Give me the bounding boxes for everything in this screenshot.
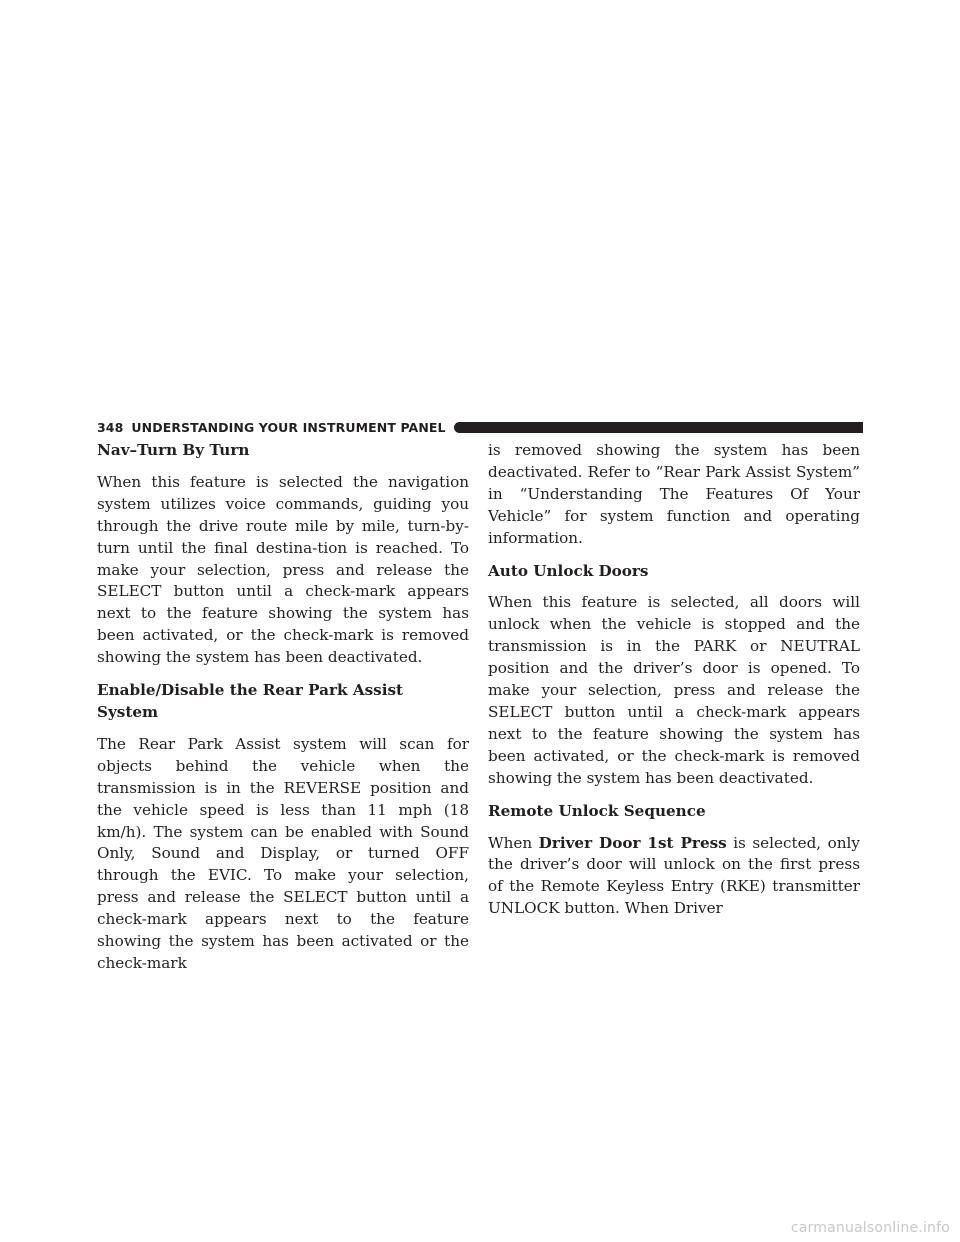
- paragraph-rear-park-assist-continued: is removed showing the system has been deactivated. Refer to “Rear Park Assist System” in “Understanding The Features Of Your Vehicle” for system function and operating information.: [488, 441, 860, 547]
- page-header: [97, 419, 863, 435]
- watermark: carmanualsonline.info: [790, 1220, 950, 1236]
- heading-remote-unlock-sequence: Remote Unlock Sequence: [488, 801, 706, 820]
- paragraph-auto-unlock-doors: When this feature is selected, all doors will unlock when the vehicle is stopped and the transmission is in the PARK or NEUTRAL position and the driver’s door is opened. To make your selection, press and release the SELECT button until a check-mark appears next to the feature showing the system has been activated, or the check-mark is removed showing the system has been deactivated.: [488, 593, 860, 787]
- left-column: [97, 440, 469, 986]
- paragraph-remote-unlock-sequence: [488, 833, 860, 921]
- page-number: 348: [97, 419, 124, 435]
- paragraph-rest: is selected, only the driver’s door will unlock on the first press of the Remote Keyless Entry (RKE) transmitter UNLOCK button. When Driver: [488, 833, 860, 918]
- heading-nav-turn-by-turn: Nav–Turn By Turn: [97, 441, 250, 459]
- header-rule: [454, 422, 863, 433]
- paragraph-prefix: When: [488, 833, 539, 852]
- heading-auto-unlock-doors: Auto Unlock Doors: [488, 561, 649, 580]
- right-column: [488, 440, 860, 931]
- section-title: UNDERSTANDING YOUR INSTRUMENT PANEL: [131, 419, 446, 435]
- option-driver-door-1st-press: Driver Door 1st Press: [538, 833, 727, 852]
- paragraph-rear-park-assist: The Rear Park Assist system will scan for objects behind the vehicle when the transmission is in the REVERSE position and the vehicle speed is less than 11 mph (18 km/h). The system can be enabled with Sound Only, Sound and Display, or turned OFF through the EVIC. To make your selection, press and release the SELECT button until a check-mark appears next to the feature showing the system has been activated or the check-mark: [97, 734, 469, 972]
- heading-rear-park-assist: Enable/Disable the Rear Park Assist System: [97, 681, 404, 721]
- paragraph-nav-turn-by-turn: When this feature is selected the navigation system utilizes voice commands, guiding you through the drive route mile by mile, turn-by-turn until the final destina-tion is reached. To make your selection, press and release the SELECT button until a check-mark appears next to the feature showing the system has been activated, or the check-mark is removed showing the system has been deactivated.: [97, 472, 469, 667]
